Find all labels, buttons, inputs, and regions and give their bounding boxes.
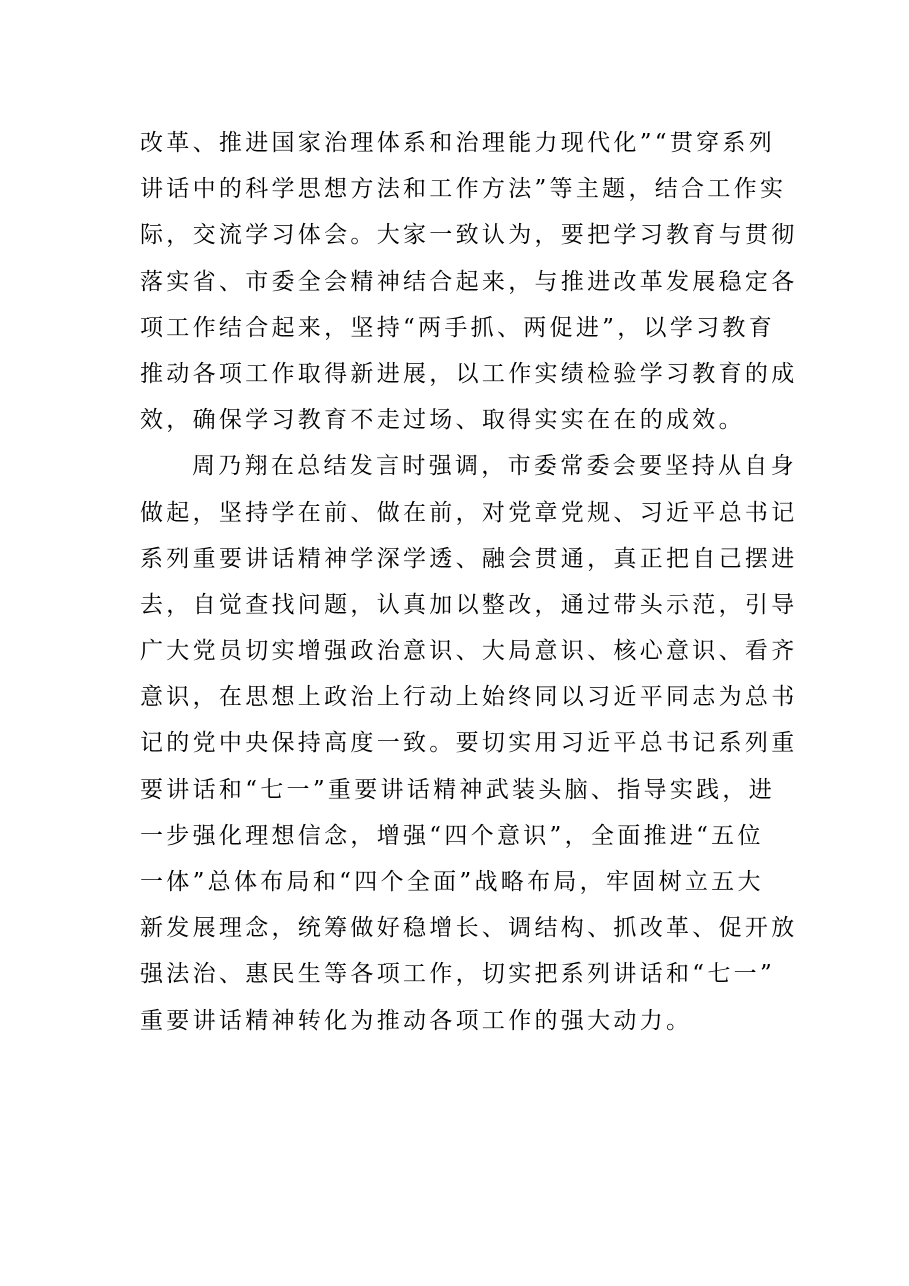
paragraph-line: 一步强化理想信念，增强“四个意识”，全面推进“五位 [140, 822, 764, 849]
paragraph-line: 际，交流学习体会。大家一致认为，要把学习教育与贯彻 [140, 222, 798, 249]
document-body [140, 120, 798, 1044]
paragraph-line: 强法治、惠民生等各项工作，切实把系列讲话和“七一” [140, 961, 776, 988]
paragraph-line: 推动各项工作取得新进展，以工作实绩检验学习教育的成 [140, 360, 798, 387]
paragraph-line: 一体”总体布局和“四个全面”战略布局，牢固树立五大 [140, 869, 764, 895]
paragraph-line-indented: 周乃翔在总结发言时强调，市委常委会要坚持从自身 [192, 453, 797, 480]
paragraph-1 [140, 120, 798, 443]
paragraph-2 [140, 443, 798, 1043]
paragraph-line: 系列重要讲话精神学深学透、融会贯通，真正把自己摆进 [140, 545, 798, 572]
paragraph-line: 意识，在思想上政治上行动上始终同以习近平同志为总书 [140, 684, 798, 711]
paragraph-line: 去，自觉查找问题，认真加以整改，通过带头示范，引导 [140, 591, 798, 618]
paragraph-line: 重要讲话精神转化为推动各项工作的强大动力。 [140, 1007, 693, 1034]
paragraph-line: 效，确保学习教育不走过场、取得实实在在的成效。 [140, 407, 745, 434]
paragraph-line: 项工作结合起来，坚持“两手抓、两促进”，以学习教育 [140, 314, 776, 341]
paragraph-line: 广大党员切实增强政治意识、大局意识、核心意识、看齐 [140, 638, 798, 665]
paragraph-line: 讲话中的科学思想方法和工作方法”等主题，结合工作实 [140, 176, 787, 203]
paragraph-line: 做起，坚持学在前、做在前，对党章党规、习近平总书记 [140, 499, 798, 526]
paragraph-line: 改革、推进国家治理体系和治理能力现代化”“贯穿系列 [140, 130, 776, 156]
paragraph-line: 记的党中央保持高度一致。要切实用习近平总书记系列重 [140, 730, 798, 757]
paragraph-line: 新发展理念，统筹做好稳增长、调结构、抓改革、促开放 [140, 915, 798, 942]
paragraph-line: 要讲话和“七一”重要讲话精神武装头脑、指导实践，进 [140, 776, 776, 803]
paragraph-line: 落实省、市委全会精神结合起来，与推进改革发展稳定各 [140, 268, 798, 295]
